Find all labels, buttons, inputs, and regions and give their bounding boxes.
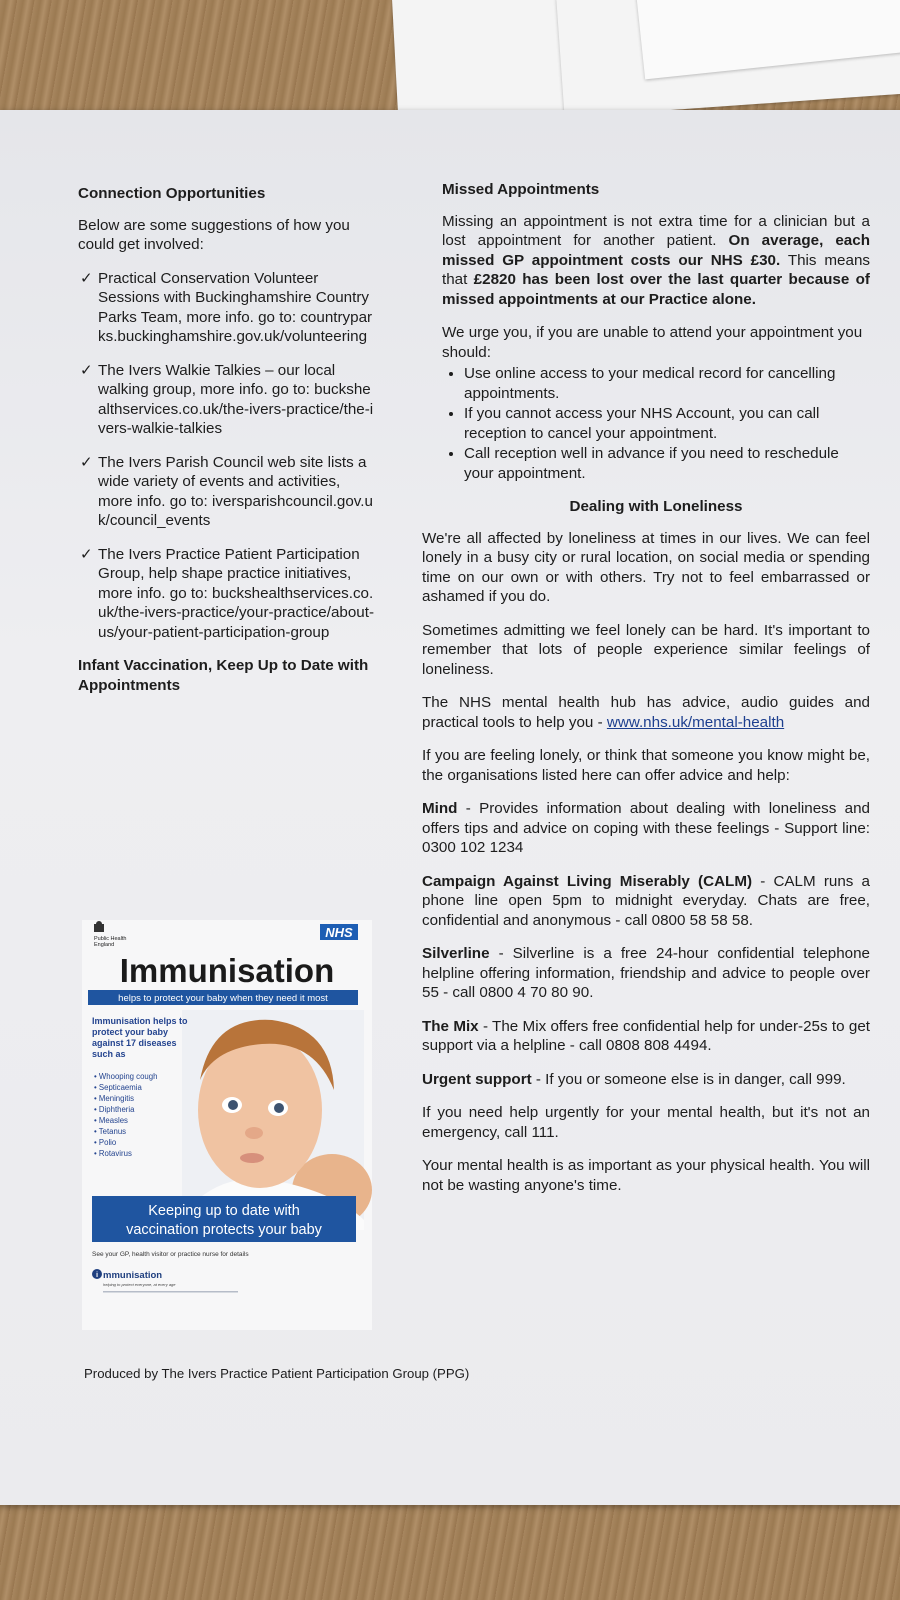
item-text: The Ivers Parish Council web site lists a wide variety of events and activities, more info. go to: [98, 453, 367, 510]
disease-item: • Polio [94, 1138, 117, 1147]
footer-credit: Produced by The Ivers Practice Patient Participation Group (PPG) [84, 1366, 470, 1381]
checkmark-icon: ✓ [80, 545, 93, 563]
org-name: Silverline [422, 945, 490, 962]
item-link[interactable]: buckshealthservices.co.uk/the-ivers-practice/the-ivers-walkie-talkies [98, 381, 374, 437]
mental-health-link[interactable]: www.nhs.uk/mental-health [606, 713, 785, 731]
phe-line2: England [94, 942, 115, 948]
checkmark-icon: ✓ [80, 361, 93, 379]
org-name: The Mix [422, 1017, 479, 1035]
loneliness-p5: If you need help urgently for your mental health, but it's not an emergency, call 111. [422, 1104, 870, 1141]
org-text: - If you or someone else is in danger, call 999. [531, 1070, 846, 1088]
missed-text-c: This means that [442, 251, 870, 288]
fine-print [103, 1291, 238, 1293]
disease-item: • Rotavirus [94, 1149, 132, 1158]
missed-cost: On average, each missed GP appointment costs our NHS £30. [442, 232, 870, 269]
immunisation-poster [82, 920, 372, 1330]
missed-total: £2820 has been lost over the last quarter because of missed appointments at our Practice alone. [442, 271, 870, 308]
loneliness-heading: Dealing with Loneliness [569, 498, 743, 515]
item-text: The Ivers Walkie Talkies – our local walking group, more info. go to: [98, 361, 336, 398]
left-column [78, 184, 378, 707]
org-the-mix [422, 1017, 870, 1056]
checkmark-icon: ✓ [80, 453, 93, 471]
logo-letter: i [95, 1270, 99, 1279]
list-item: • Call reception well in advance if you need to reschedule your appointment. [464, 444, 870, 483]
poster-title: Immunisation [119, 952, 335, 989]
disease-item: • Measles [94, 1116, 128, 1125]
connection-list [78, 269, 378, 643]
missed-actions-list [442, 364, 870, 483]
loneliness-p2: Sometimes admitting we feel lonely can be hard. It's important to remember that lots of people experience similar feelings of loneliness. [422, 621, 870, 678]
item-link[interactable]: buckshealthservices.co.uk/the-ivers-practice/your-practice/about-us/your-patient-participation-group [98, 584, 375, 641]
poster-artwork [82, 920, 372, 1330]
lead-line2: protect your baby [92, 1027, 169, 1037]
crest-icon [94, 921, 104, 932]
right-column [422, 180, 870, 1209]
list-item [78, 361, 378, 439]
lead-line3: against 17 diseases [92, 1038, 177, 1048]
missed-text-a: Missing an appointment is not extra time for a clinician but a lost appointment for another patient. [442, 212, 870, 249]
poster-note: See your GP, health visitor or practice nurse for details [92, 1251, 249, 1258]
item-link[interactable]: iversparishcouncil.gov.uk/council_events [98, 492, 373, 529]
item-text: The Ivers Practice Patient Participation Group, help shape practice initiatives, more info. go to: [98, 545, 360, 602]
poster-subtitle: helps to protect your baby when they need it most [118, 993, 328, 1004]
vaccination-heading: Infant Vaccination, Keep Up to Date with Appointments [78, 657, 369, 694]
missed-paragraph [442, 212, 870, 310]
nhs-logo-text: NHS [325, 925, 353, 940]
banner-line2: vaccination protects your baby [126, 1222, 322, 1238]
disease-item: • Meningitis [94, 1094, 135, 1103]
list-item: • Use online access to your medical record for cancelling appointments. [464, 364, 870, 403]
org-text: - The Mix offers free confidential help for under-25s to get support via a helpline - call 0808 808 4494. [422, 1017, 870, 1054]
org-text: - Silverline is a free 24-hour confidential telephone helpline offering information, friendship and advice to people over 55 - call 0800 4 70 80 90. [422, 945, 870, 1001]
org-name: Urgent support [422, 1070, 532, 1088]
org-text: - Provides information about dealing with loneliness and offers tips and advice on coping with these feelings - Support line: 0300 102 1234 [422, 800, 870, 856]
org-name: Campaign Against Living Miserably (CALM) [422, 872, 753, 890]
logo-tagline: helping to protect everyone, at every age [103, 1282, 176, 1287]
disease-item: • Tetanus [94, 1127, 127, 1136]
org-silverline [422, 944, 870, 1003]
org-mind [422, 799, 870, 858]
item-link[interactable]: countryparks.buckinghamshire.gov.uk/volunteering [98, 308, 373, 345]
checkmark-icon: ✓ [80, 269, 93, 287]
logo-text: mmunisation [103, 1270, 163, 1281]
urge-paragraph: We urge you, if you are unable to attend your appointment you should: [442, 324, 863, 361]
loneliness-p1: We're all affected by loneliness at times in our lives. We can feel lonely in a busy city or rural location, on social media or spending time on our own or with others. Try not to feel embarrassed or ashamed if you do. [422, 529, 870, 605]
disease-item: • Septicaemia [94, 1083, 142, 1092]
hub-text: The NHS mental health hub has advice, audio guides and practical tools to help you - [422, 694, 870, 731]
list-item [78, 545, 378, 643]
missed-heading: Missed Appointments [442, 181, 600, 198]
org-urgent [422, 1070, 870, 1090]
loneliness-p3 [422, 693, 870, 732]
item-text: Practical Conservation Volunteer Sessions with Buckinghamshire Country Parks Team, more info. go to: [98, 269, 369, 326]
loneliness-p6: Your mental health is as important as your physical health. You will not be wasting anyone's time. [422, 1157, 870, 1194]
org-calm [422, 872, 870, 931]
list-item: • If you cannot access your NHS Account, you can call reception to cancel your appointment. [464, 404, 870, 443]
org-text: - CALM runs a phone line open 5pm to midnight everyday. Chats are free, confidential and anonymous - call 0800 58 58 58. [422, 872, 870, 929]
list-item [78, 269, 378, 347]
banner-line1: Keeping up to date with [148, 1203, 300, 1219]
loneliness-p4: If you are feeling lonely, or think that someone you know might be, the organisations listed here can offer advice and help: [422, 747, 870, 784]
connection-intro: Below are some suggestions of how you could get involved: [78, 216, 350, 253]
connection-heading: Connection Opportunities [78, 185, 266, 202]
list-item [78, 453, 378, 531]
disease-item: • Diphtheria [94, 1105, 135, 1114]
disease-item: • Whooping cough [94, 1072, 158, 1081]
org-name: Mind [422, 800, 458, 817]
lead-line4: such as [92, 1049, 126, 1059]
phe-line1: Public Health [94, 936, 127, 942]
lead-line1: Immunisation helps to [92, 1016, 188, 1026]
